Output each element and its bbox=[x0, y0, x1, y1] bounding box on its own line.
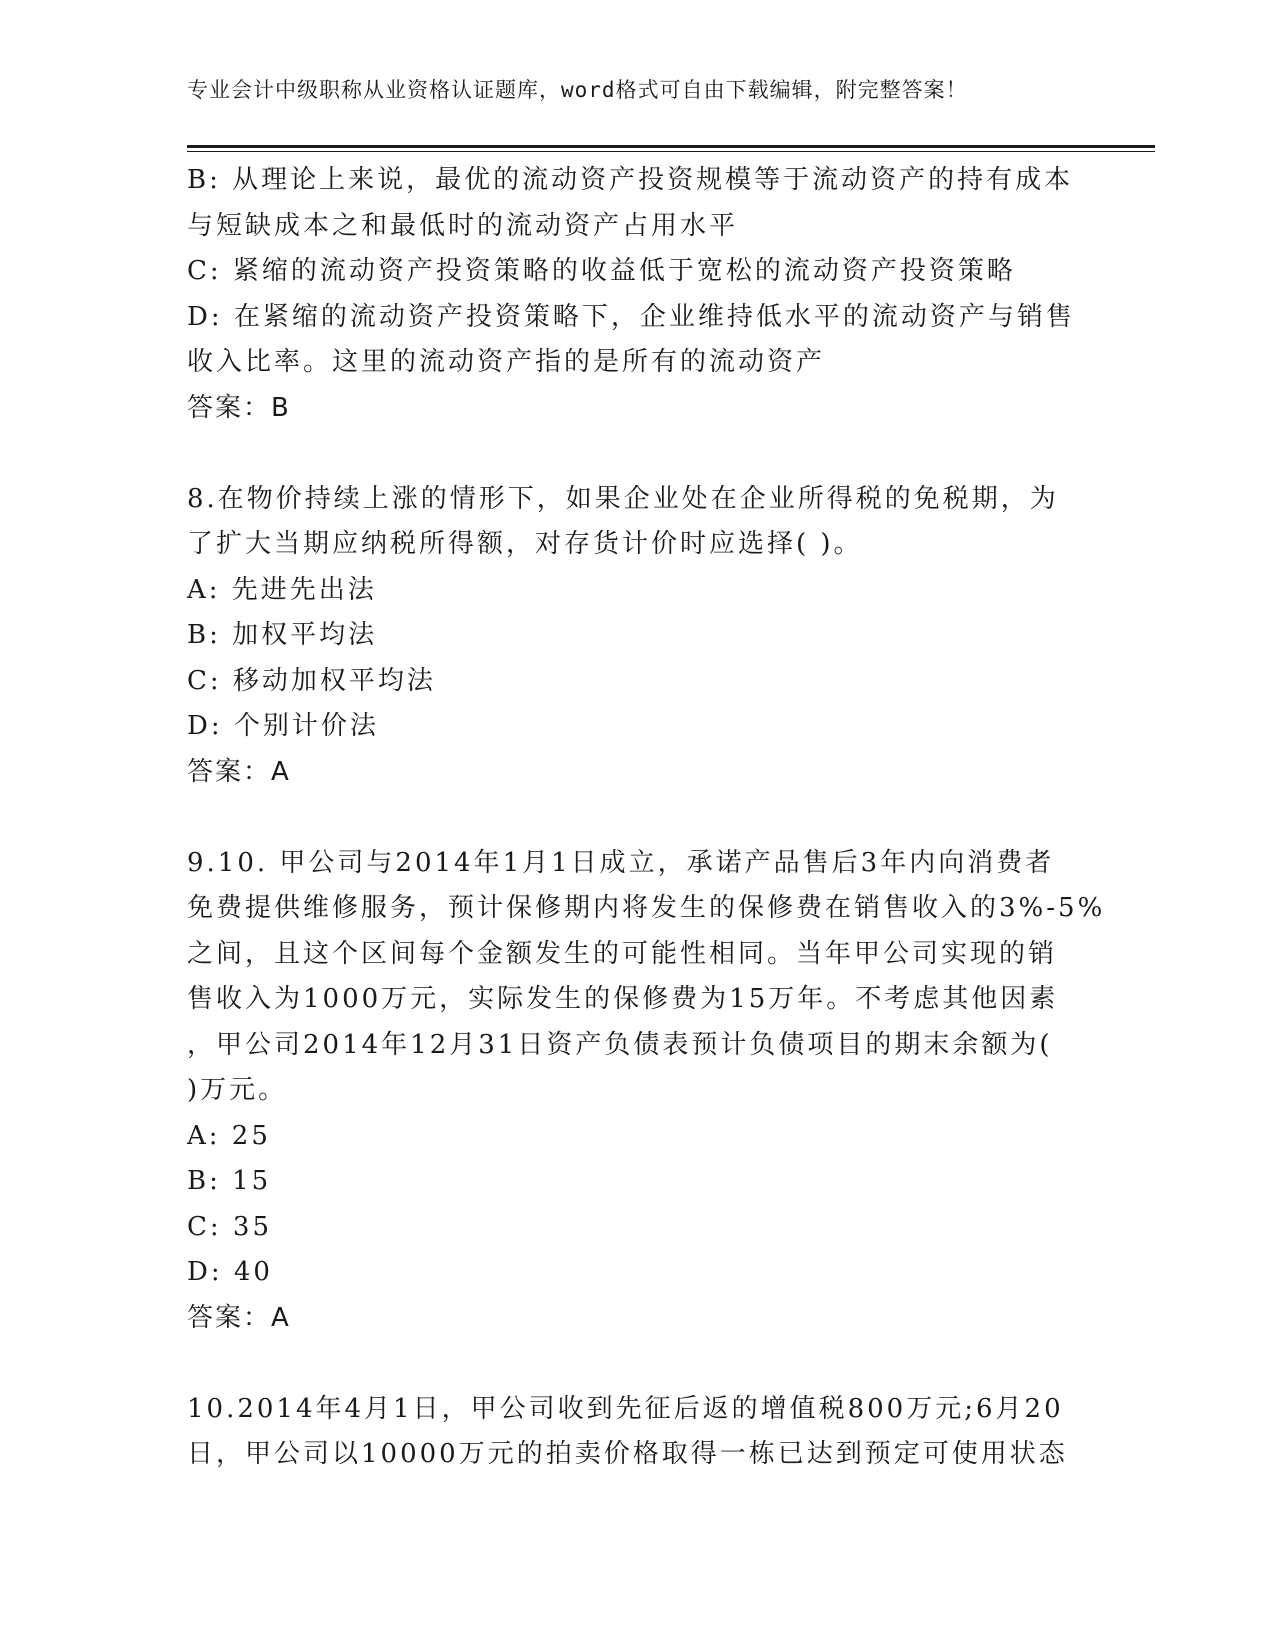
option-c: C: 紧缩的流动资产投资策略的收益低于宽松的流动资产投资策略 bbox=[187, 256, 1016, 286]
question-stem-line-2: 了扩大当期应纳税所得额，对存货计价时应选择( )。 bbox=[187, 529, 863, 559]
question-10 bbox=[187, 1387, 1087, 1478]
question-stem-line-1: 9.10. 甲公司与2014年1月1日成立，承诺产品售后3年内向消费者 bbox=[187, 847, 1055, 878]
option-d-line-1: D: 在紧缩的流动资产投资策略下，企业维持低水平的流动资产与销售 bbox=[187, 301, 1075, 332]
question-stem-line-3: 之间，且这个区间每个金额发生的可能性相同。当年甲公司实现的销 bbox=[187, 938, 1058, 969]
option-b-line-1: B: 从理论上来说，最优的流动资产投资规模等于流动资产的持有成本 bbox=[187, 165, 1074, 195]
question-stem-line-5: ，甲公司2014年12月31日资产负债表预计负债项目的期末余额为( bbox=[187, 1029, 1053, 1060]
document-body bbox=[187, 158, 1106, 1478]
header-rule-thin bbox=[187, 151, 1155, 152]
option-a: A: 25 bbox=[187, 1120, 271, 1151]
question-7-tail bbox=[187, 158, 1087, 431]
page-header: 专业会计中级职称从业资格认证题库，word格式可自由下载编辑，附完整答案！ bbox=[187, 78, 968, 102]
question-stem-line-2: 免费提供维修服务，预计保修期内将发生的保修费在销售收入的3%-5% bbox=[187, 893, 1106, 923]
question-stem-line-6: )万元。 bbox=[187, 1075, 288, 1105]
answer: 答案：A bbox=[187, 756, 291, 787]
question-stem-line-1: 10.2014年4月1日，甲公司收到先征后返的增值税800万元;6月20 bbox=[187, 1393, 1064, 1424]
question-stem-line-4: 售收入为1000万元，实际发生的保修费为15万年。不考虑其他因素 bbox=[187, 984, 1059, 1014]
question-stem-line-1: 8.在物价持续上涨的情形下，如果企业处在企业所得税的免税期，为 bbox=[187, 483, 1059, 514]
option-d: D: 40 bbox=[187, 1257, 273, 1287]
spacer bbox=[187, 431, 1087, 477]
question-9 bbox=[187, 841, 1106, 1342]
option-b: B: 15 bbox=[187, 1166, 272, 1196]
header-rule-thick bbox=[187, 145, 1155, 148]
option-d: D: 个别计价法 bbox=[187, 711, 379, 741]
spacer bbox=[187, 1341, 1087, 1387]
answer: 答案：B bbox=[187, 392, 291, 423]
option-d-line-2: 收入比率。这里的流动资产指的是所有的流动资产 bbox=[187, 347, 826, 377]
answer: 答案：A bbox=[187, 1302, 291, 1333]
option-b-line-2: 与短缺成本之和最低时的流动资产占用水平 bbox=[187, 210, 739, 241]
option-c: C: 移动加权平均法 bbox=[187, 665, 436, 696]
question-8 bbox=[187, 477, 1087, 796]
option-b: B: 加权平均法 bbox=[187, 620, 378, 650]
option-a: A: 先进先出法 bbox=[187, 574, 377, 605]
option-c: C: 35 bbox=[187, 1211, 273, 1242]
question-stem-line-2: 日，甲公司以10000万元的拍卖价格取得一栋已达到预定可使用状态 bbox=[187, 1439, 1068, 1469]
spacer bbox=[187, 795, 1087, 841]
